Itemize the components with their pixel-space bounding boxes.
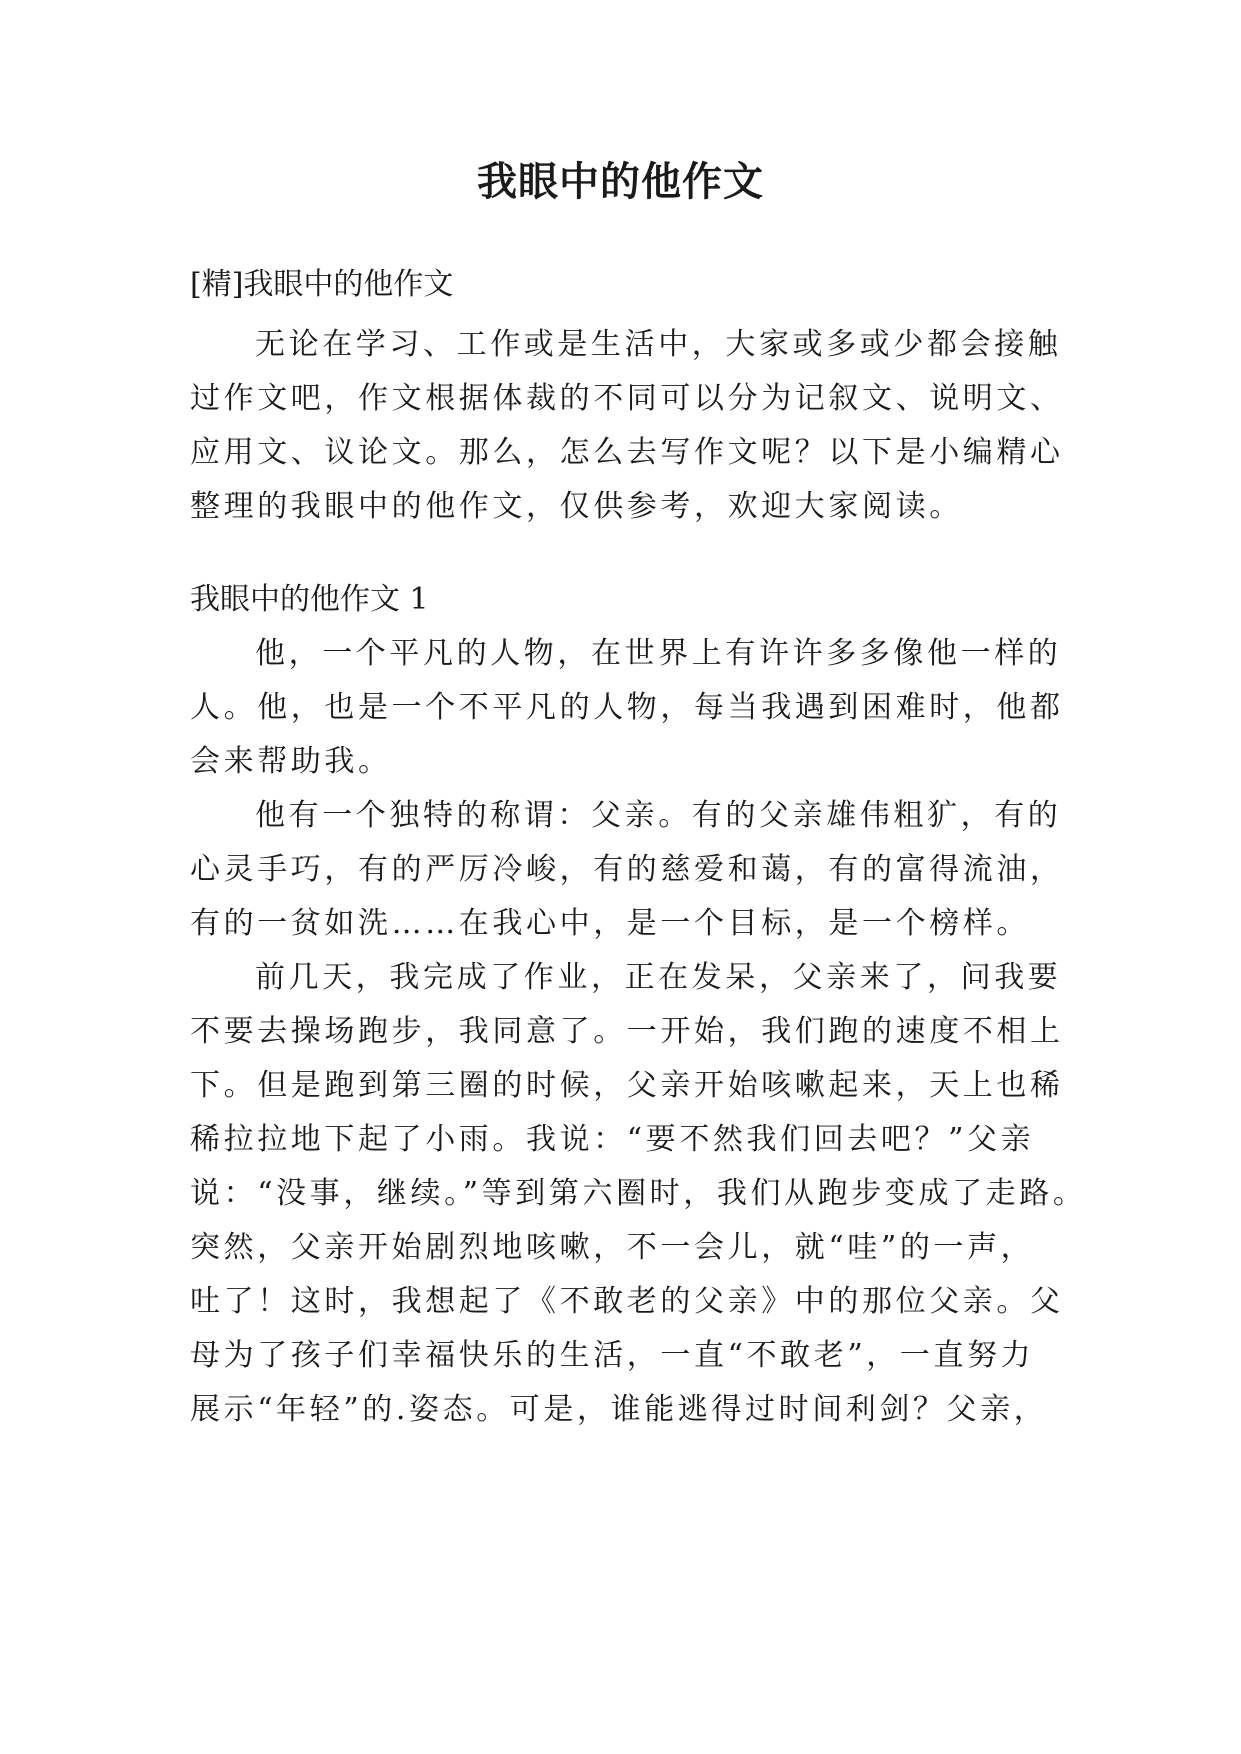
paragraph-line: 下。但是跑到第三圈的时候，父亲开始咳嗽起来，天上也稀 bbox=[190, 1068, 1064, 1103]
document-title: 我眼中的他作文 bbox=[477, 158, 764, 205]
paragraph-line: 他，一个平凡的人物，在世界上有许许多多像他一样的 bbox=[255, 636, 1062, 671]
paragraph-line: 人。他，也是一个不平凡的人物，每当我遇到困难时，他都 bbox=[190, 690, 1064, 725]
paragraph-line: 突然，父亲开始剧烈地咳嗽，不一会儿，就“哇”的一声， bbox=[190, 1230, 1035, 1265]
paragraph-line: 有的一贫如洗……在我心中，是一个目标，是一个榜样。 bbox=[190, 906, 1030, 941]
intro-line: 整理的我眼中的他作文，仅供参考，欢迎大家阅读。 bbox=[190, 489, 963, 524]
subtitle: [精]我眼中的他作文 bbox=[190, 267, 454, 302]
paragraph-line: 会来帮助我。 bbox=[190, 744, 392, 779]
paragraph-line: 心灵手巧，有的严厉冷峻，有的慈爱和蔼，有的富得流油， bbox=[190, 852, 1064, 887]
intro-line: 应用文、议论文。那么，怎么去写作文呢？以下是小编精心 bbox=[190, 435, 1064, 470]
intro-line: 无论在学习、工作或是生活中，大家或多或少都会接触 bbox=[255, 327, 1062, 362]
paragraph-line: 展示“年轻”的.姿态。可是，谁能逃得过时间利剑？父亲， bbox=[190, 1392, 1048, 1427]
paragraph-line: 不要去操场跑步，我同意了。一开始，我们跑的速度不相上 bbox=[190, 1014, 1064, 1049]
paragraph-line: 母为了孩子们幸福快乐的生活，一直“不敢老”，一直努力 bbox=[190, 1338, 1035, 1373]
paragraph-line: 他有一个独特的称谓：父亲。有的父亲雄伟粗犷，有的 bbox=[255, 798, 1062, 833]
paragraph-line: 稀拉拉地下起了小雨。我说：“要不然我们回去吧？”父亲 bbox=[190, 1122, 1035, 1157]
intro-line: 过作文吧，作文根据体裁的不同可以分为记叙文、说明文、 bbox=[190, 381, 1064, 416]
paragraph-line: 说：“没事，继续。”等到第六圈时，我们从跑步变成了走路。 bbox=[190, 1176, 1087, 1211]
section-heading: 我眼中的他作文 1 bbox=[190, 582, 429, 617]
paragraph-line: 前几天，我完成了作业，正在发呆，父亲来了，问我要 bbox=[255, 960, 1062, 995]
paragraph-line: 吐了！这时，我想起了《不敢老的父亲》中的那位父亲。父 bbox=[190, 1284, 1064, 1319]
